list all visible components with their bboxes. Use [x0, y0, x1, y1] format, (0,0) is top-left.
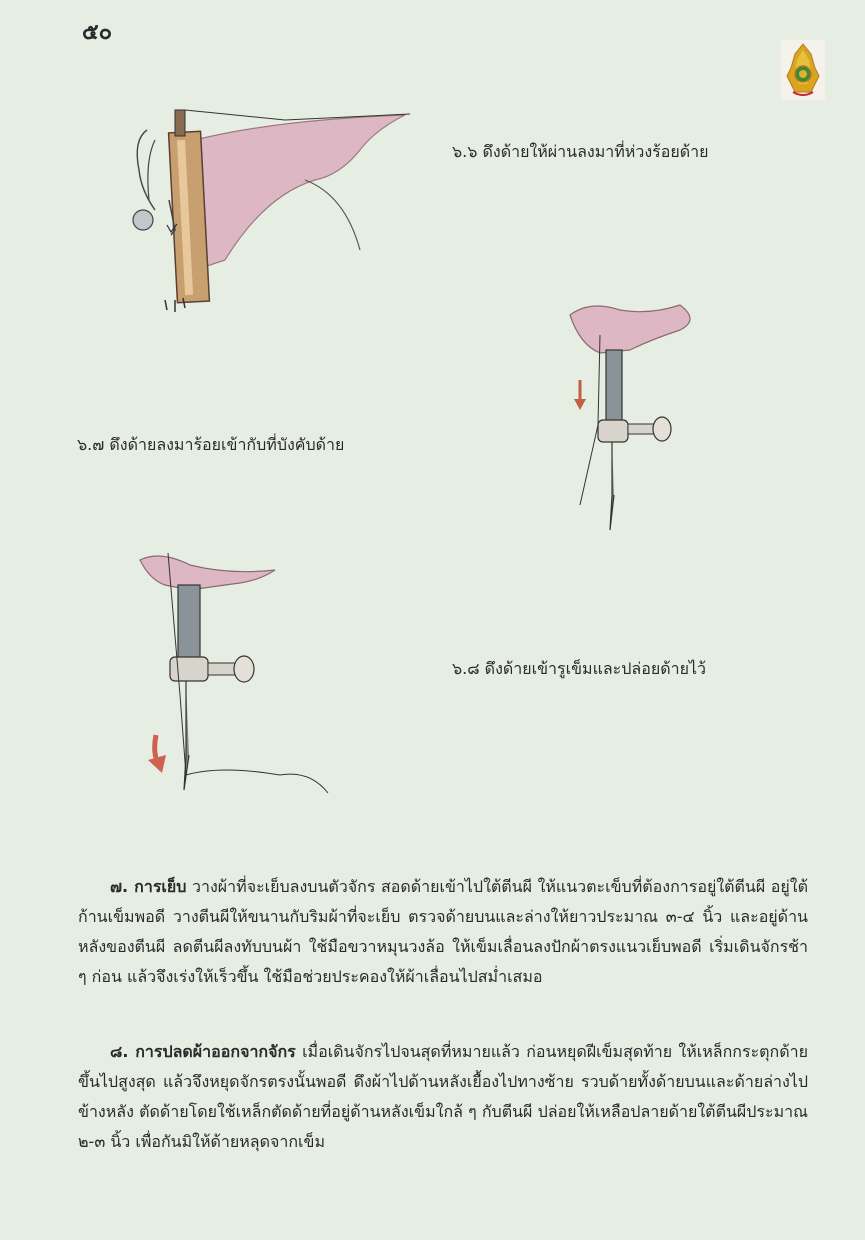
section-text: เมื่อเดินจักรไปจนสุดที่หมายแล้ว ก่อนหยุดฝีเข็มสุดท้าย ให้เหล็กกระตุกด้ายขึ้นไปสูงสุด แล้วจึงหยุดจักรตรงนั้นพอดี ดึงผ้าไปด้านหลังเยื้องไปทางซ้าย รวบด้ายทั้งด้ายบนและด้ายล่างไปข้างหลัง ตัดด้ายโดยใช้เหล็กตัดด้ายที่อยู่ด้านหลังเข็มใกล้ ๆ กับตีนผี ปล่อยให้เหลือปลายด้ายใต้ตีนผีประมาณ ๒-๓ นิ้ว เพื่อกันมิให้ด้ายหลุดจากเข็ม — [78, 1042, 808, 1151]
figure-caption-6-8: ๖.๘ ดึงด้ายเข้ารูเข็มและปล่อยด้ายไว้ — [452, 659, 706, 678]
section-text: วางผ้าที่จะเย็บลงบนตัวจักร สอดด้ายเข้าไปใต้ตีนผี ให้แนวตะเข็บที่ต้องการอยู่ใต้ตีนผี อยู่ใต้ก้านเข็มพอดี วางตีนผีให้ขนานกับริมผ้าที่จะเย็บ ตรวจด้ายบนและล่างให้ยาวประมาณ ๓-๔ นิ้ว และอยู่ด้านหลังของตีนผี ลดตีนผีลงทับบนผ้า ใช้มือขวาหมุนวงล้อ ให้เข็มเลื่อนลงปักผ้าตรงแนวเย็บพอดี เริ่มเดินจักรช้า ๆ ก่อน แล้วจึงเร่งให้เร็วขึ้น ใช้มือช่วยประคองให้ผ้าเลื่อนไปสม่ำเสมอ — [78, 877, 808, 986]
section-removing-fabric — [78, 1037, 808, 1157]
section-heading: ๗. การเย็บ — [110, 877, 187, 896]
royal-emblem-icon — [781, 40, 825, 100]
needle-eye-threading-illustration — [130, 545, 340, 795]
sewing-machine-head-illustration — [125, 100, 415, 320]
figure-caption-6-7: ๖.๗ ดึงด้ายลงมาร้อยเข้ากับที่บังคับด้าย — [77, 435, 345, 454]
needle-thread-guide-illustration — [560, 295, 710, 535]
section-heading: ๘. การปลดผ้าออกจากจักร — [110, 1042, 296, 1061]
figure-caption-6-6: ๖.๖ ดึงด้ายให้ผ่านลงมาที่ห่วงร้อยด้าย — [452, 142, 709, 161]
section-sewing — [78, 872, 808, 992]
page-number: ๕๐ — [82, 19, 113, 45]
